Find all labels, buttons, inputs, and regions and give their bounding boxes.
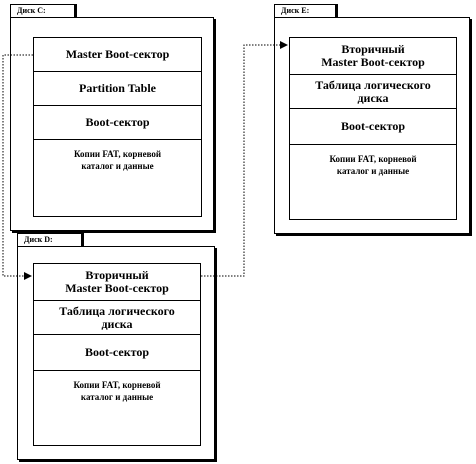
disk-c-fat-and-data: Копии FAT, корневой каталог и данные [73, 149, 162, 171]
disk-e-fat-and-data: Копии FAT, корневой каталог и данные [329, 154, 417, 176]
disk-e-label: Диск E: [274, 4, 336, 17]
disk-d-label: Диск D: [17, 233, 82, 246]
disk-d-fat-and-data: Копии FAT, корневой каталог и данные [73, 380, 161, 402]
disk-d-secondary-master-boot-sector: Вторичный Master Boot-сектор [34, 264, 200, 301]
disk-c-boot-sector: Boot-сектор [34, 106, 201, 140]
disk-e-secondary-master-boot-sector: Вторичный Master Boot-сектор [290, 38, 456, 75]
disk-c-partition-table: Partition Table [34, 72, 201, 106]
disk-e-boot-sector: Boot-сектор [290, 109, 456, 145]
disk-c-master-boot-sector: Master Boot-сектор [34, 38, 201, 72]
disk-d-sector-stack [33, 263, 201, 446]
disk-e-sector-stack [289, 37, 457, 220]
disk-d-logical-disk-table: Таблица логического диска [34, 301, 200, 335]
disk-e-logical-disk-table: Таблица логического диска [290, 75, 456, 109]
disk-d-boot-sector: Boot-сектор [34, 335, 200, 371]
disk-c-sector-stack [33, 37, 202, 217]
disk-c-label: Диск C: [10, 4, 75, 17]
